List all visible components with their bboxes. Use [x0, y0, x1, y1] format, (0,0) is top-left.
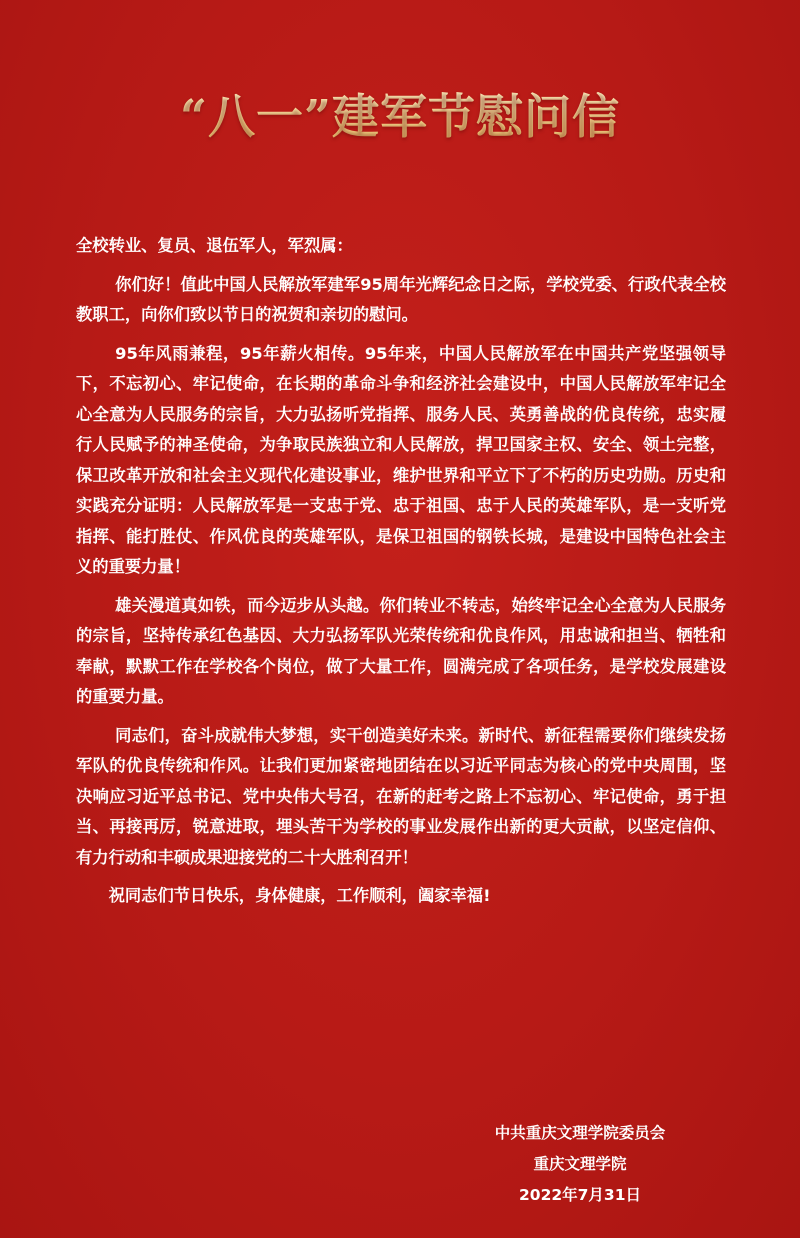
- paragraph-greeting: 你们好！值此中国人民解放军建军95周年光辉纪念日之际，学校党委、行政代表全校教职工，向你们致以节日的祝贺和亲切的慰问。: [76, 274, 726, 324]
- salutation: 全校转业、复员、退伍军人，军烈属：: [76, 236, 353, 255]
- page-title: “八一”建军节慰问信: [0, 78, 800, 158]
- paragraph-service: 雄关漫道真如铁，而今迈步从头越。你们转业不转志，始终牢记全心全意为人民服务的宗旨，坚持传承红色基因、大力弘扬军队光荣传统和优良作风，用忠诚和担当、牺牲和奉献，默默工作在学校各个岗位，做了大量工作，圆满完成了各项任务，是学校发展建设的重要力量。: [76, 595, 726, 706]
- closing-wish: 祝同志们节日快乐，身体健康，工作顺利，阖家幸福!: [108, 886, 491, 905]
- paragraph-history: 95年风雨兼程，95年薪火相传。95年来，中国人民解放军在中国共产党坚强领导下，不忘初心、牢记使命，在长期的革命斗争和经济社会建设中，中国人民解放军牢记全心全意为人民服务的宗旨，大力弘扬听党指挥、服务人民、英勇善战的优良传统，忠实履行人民赋予的神圣使命，为争取民族独立和人民解放，捍卫国家主权、安全、领土完整，保卫改革开放和社会主义现代化建设事业，维护世界和平立下了不朽的历史功勋。历史和实践充分证明：人民解放军是一支忠于党、忠于祖国、忠于人民的英雄军队，是一支听党指挥、能打胜仗、作风优良的英雄军队，是保卫祖国的钢铁长城，是建设中国特色社会主义的重要力量！: [76, 343, 726, 576]
- signature-date: 2022年7月31日: [519, 1186, 641, 1204]
- paragraph-call: 同志们，奋斗成就伟大梦想，实干创造美好未来。新时代、新征程需要你们继续发扬军队的优良传统和作风。让我们更加紧密地团结在以习近平同志为核心的党中央周围，坚决响应习近平总书记、党中央伟大号召，在新的赶考之路上不忘初心、牢记使命，勇于担当、再接再厉，锐意进取，埋头苦干为学校的事业发展作出新的更大贡献，以坚定信仰、有力行动和丰硕成果迎接党的二十大胜利召开！: [76, 725, 726, 867]
- letter-body: [76, 231, 726, 912]
- signature-block: [480, 1118, 680, 1211]
- signature-party-committee: 中共重庆文理学院委员会: [494, 1124, 666, 1142]
- signature-college: 重庆文理学院: [533, 1155, 627, 1173]
